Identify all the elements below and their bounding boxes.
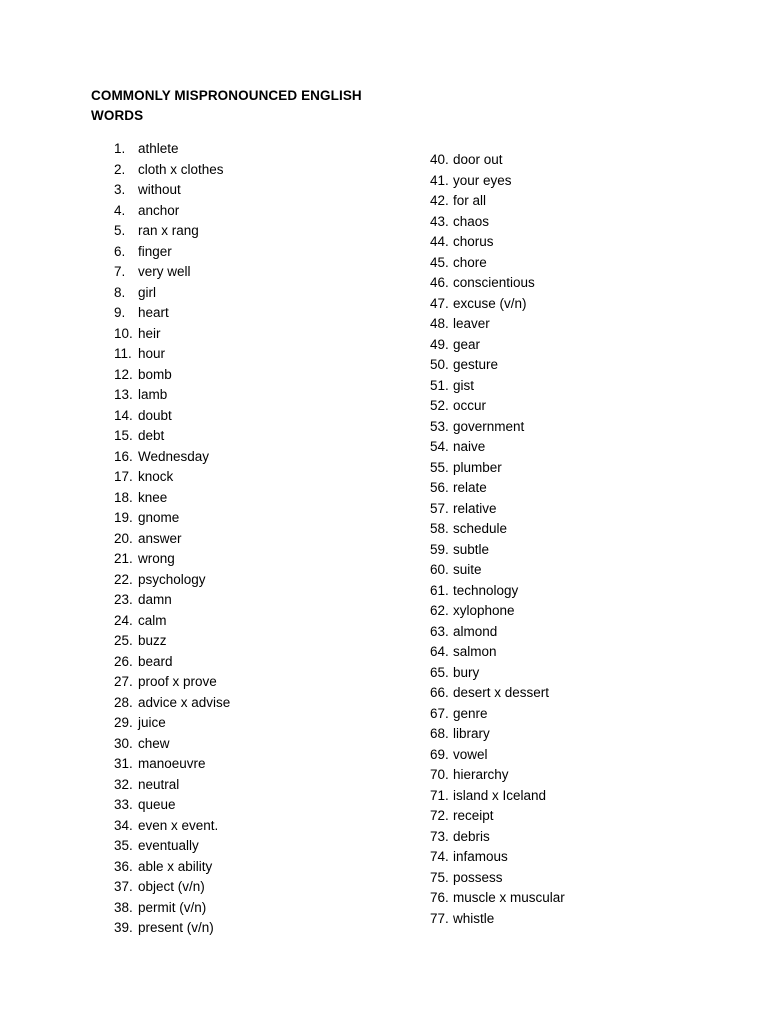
item-number: 45. xyxy=(430,254,449,270)
item-word: damn xyxy=(138,592,172,607)
list-item xyxy=(114,303,230,324)
item-number: 10. xyxy=(114,325,133,341)
list-item xyxy=(430,560,565,581)
item-number: 57. xyxy=(430,500,449,516)
item-word: government xyxy=(453,418,525,434)
item-number: 55. xyxy=(430,459,449,475)
list-item xyxy=(430,437,565,458)
list-item xyxy=(430,642,565,663)
item-number: 17. xyxy=(114,469,133,484)
item-word: cloth x clothes xyxy=(138,161,224,177)
list-item xyxy=(114,201,230,222)
item-word: your eyes xyxy=(453,172,512,188)
list-item xyxy=(430,745,565,766)
item-word: door out xyxy=(453,152,503,167)
item-number: 8. xyxy=(114,284,126,300)
item-number: 16. xyxy=(114,448,133,464)
list-item xyxy=(430,253,565,274)
item-word: manoeuvre xyxy=(138,756,206,771)
list-item xyxy=(114,857,230,878)
list-item xyxy=(114,262,230,283)
list-item xyxy=(430,314,565,335)
item-number: 9. xyxy=(114,305,126,320)
item-number: 13. xyxy=(114,387,133,402)
item-word: desert x dessert xyxy=(453,685,550,700)
item-word: subtle xyxy=(453,541,490,557)
list-item xyxy=(430,581,565,602)
list-item xyxy=(430,909,565,930)
item-number: 46. xyxy=(430,275,449,290)
item-number: 70. xyxy=(430,767,449,782)
item-number: 52. xyxy=(430,398,449,413)
item-number: 6. xyxy=(114,243,126,259)
item-word: schedule xyxy=(453,521,508,536)
list-item xyxy=(430,355,565,376)
item-word: whistle xyxy=(453,910,495,926)
item-word: knock xyxy=(138,469,174,484)
item-number: 22. xyxy=(114,571,133,587)
list-item xyxy=(430,396,565,417)
item-number: 25. xyxy=(114,633,133,648)
item-word: queue xyxy=(138,797,176,812)
item-word: debt xyxy=(138,428,165,443)
item-number: 2. xyxy=(114,161,126,177)
list-item xyxy=(430,499,565,520)
item-number: 74. xyxy=(430,849,449,864)
list-item xyxy=(114,508,230,529)
item-number: 40. xyxy=(430,152,449,167)
item-number: 71. xyxy=(430,787,449,803)
list-item xyxy=(114,467,230,488)
item-number: 76. xyxy=(430,890,449,905)
item-number: 68. xyxy=(430,726,449,741)
item-word: lamb xyxy=(138,387,168,402)
item-number: 65. xyxy=(430,664,449,680)
item-word: leaver xyxy=(453,316,490,331)
item-word: gnome xyxy=(138,510,180,525)
item-number: 14. xyxy=(114,407,133,423)
item-word: bomb xyxy=(138,366,172,382)
list-item xyxy=(430,663,565,684)
list-item xyxy=(430,273,565,294)
item-number: 53. xyxy=(430,418,449,434)
list-item xyxy=(114,365,230,386)
item-number: 18. xyxy=(114,489,133,505)
list-item xyxy=(114,713,230,734)
list-item xyxy=(114,590,230,611)
list-item xyxy=(114,385,230,406)
item-word: technology xyxy=(453,582,519,598)
item-number: 12. xyxy=(114,366,133,382)
list-item xyxy=(430,232,565,253)
list-item xyxy=(114,221,230,242)
list-item xyxy=(430,622,565,643)
item-number: 30. xyxy=(114,735,133,751)
list-item xyxy=(430,294,565,315)
title-line-2: WORDS xyxy=(91,108,144,123)
item-word: hierarchy xyxy=(453,767,509,782)
item-word: genre xyxy=(453,705,488,721)
list-item xyxy=(114,795,230,816)
item-word: hour xyxy=(138,346,166,361)
item-word: muscle x muscular xyxy=(453,890,565,905)
item-word: excuse (v/n) xyxy=(453,295,527,311)
item-number: 73. xyxy=(430,828,449,844)
item-word: girl xyxy=(138,284,157,300)
item-number: 48. xyxy=(430,316,449,331)
item-word: ran x rang xyxy=(138,223,199,238)
item-number: 31. xyxy=(114,756,133,771)
item-word: object (v/n) xyxy=(138,879,205,894)
list-item xyxy=(114,918,230,939)
item-number: 19. xyxy=(114,510,133,525)
item-number: 33. xyxy=(114,797,133,812)
item-number: 51. xyxy=(430,377,449,393)
item-number: 11. xyxy=(114,346,132,361)
list-item xyxy=(430,458,565,479)
item-number: 38. xyxy=(114,899,133,915)
list-item xyxy=(114,549,230,570)
item-number: 29. xyxy=(114,715,133,730)
item-word: neutral xyxy=(138,776,180,792)
item-word: occur xyxy=(453,398,487,413)
item-word: gear xyxy=(453,336,481,352)
list-item xyxy=(430,150,565,171)
item-word: heart xyxy=(138,305,169,320)
item-number: 37. xyxy=(114,879,133,894)
list-item xyxy=(114,447,230,468)
list-item xyxy=(430,191,565,212)
item-word: buzz xyxy=(138,633,167,648)
item-word: chew xyxy=(138,735,170,751)
item-number: 47. xyxy=(430,295,449,311)
item-word: calm xyxy=(138,612,167,628)
list-item xyxy=(430,724,565,745)
document-title xyxy=(91,86,391,126)
list-item xyxy=(114,631,230,652)
list-item xyxy=(114,754,230,775)
item-number: 35. xyxy=(114,838,133,853)
item-word: for all xyxy=(453,193,487,208)
item-word: Wednesday xyxy=(138,448,210,464)
item-number: 59. xyxy=(430,541,449,557)
item-number: 39. xyxy=(114,920,133,935)
item-word: gist xyxy=(453,377,475,393)
item-word: heir xyxy=(138,325,161,341)
item-word: island x Iceland xyxy=(453,787,547,803)
item-word: juice xyxy=(138,715,166,730)
item-word: eventually xyxy=(138,838,199,853)
item-number: 23. xyxy=(114,592,133,607)
item-number: 15. xyxy=(114,428,133,443)
item-word: relative xyxy=(453,500,497,516)
list-item xyxy=(430,827,565,848)
item-number: 41. xyxy=(430,172,449,188)
list-item xyxy=(114,160,230,181)
item-number: 32. xyxy=(114,776,133,792)
item-number: 61. xyxy=(430,582,449,598)
list-item xyxy=(430,683,565,704)
list-item xyxy=(430,704,565,725)
item-word: naive xyxy=(453,439,486,454)
item-word: vowel xyxy=(453,746,488,762)
list-item xyxy=(114,180,230,201)
list-item xyxy=(430,212,565,233)
list-item xyxy=(114,139,230,160)
list-item xyxy=(114,775,230,796)
item-number: 20. xyxy=(114,530,133,546)
list-item xyxy=(430,601,565,622)
item-number: 4. xyxy=(114,202,126,218)
item-word: very well xyxy=(138,264,191,279)
item-number: 60. xyxy=(430,562,449,577)
item-word: answer xyxy=(138,530,182,546)
item-number: 54. xyxy=(430,439,449,454)
list-item xyxy=(114,672,230,693)
item-word: wrong xyxy=(138,551,175,566)
list-item xyxy=(114,406,230,427)
item-number: 3. xyxy=(114,182,126,197)
item-word: athlete xyxy=(138,141,179,156)
item-word: bury xyxy=(453,664,480,680)
item-number: 34. xyxy=(114,817,133,833)
item-number: 56. xyxy=(430,480,449,495)
list-item xyxy=(430,540,565,561)
list-item xyxy=(430,847,565,868)
item-number: 27. xyxy=(114,674,133,689)
item-number: 49. xyxy=(430,336,449,352)
list-item xyxy=(114,324,230,345)
list-item xyxy=(114,611,230,632)
item-word: relate xyxy=(453,480,487,495)
item-word: plumber xyxy=(453,459,502,475)
list-item xyxy=(430,868,565,889)
item-word: conscientious xyxy=(453,275,535,290)
list-item xyxy=(114,652,230,673)
list-item xyxy=(430,888,565,909)
item-word: library xyxy=(453,726,490,741)
item-number: 50. xyxy=(430,357,449,372)
list-item xyxy=(114,283,230,304)
item-word: infamous xyxy=(453,849,508,864)
list-item xyxy=(114,344,230,365)
item-word: suite xyxy=(453,562,482,577)
list-item xyxy=(114,488,230,509)
list-item xyxy=(114,570,230,591)
list-item xyxy=(430,376,565,397)
item-word: permit (v/n) xyxy=(138,899,207,915)
item-number: 69. xyxy=(430,746,449,762)
item-word: anchor xyxy=(138,202,180,218)
item-number: 58. xyxy=(430,521,449,536)
list-item xyxy=(114,898,230,919)
item-number: 7. xyxy=(114,264,126,279)
item-number: 66. xyxy=(430,685,449,700)
item-word: xylophone xyxy=(453,603,515,618)
item-number: 72. xyxy=(430,808,449,823)
item-word: chorus xyxy=(453,234,494,249)
item-number: 62. xyxy=(430,603,449,618)
list-item xyxy=(430,519,565,540)
item-word: present (v/n) xyxy=(138,920,214,935)
list-item xyxy=(114,816,230,837)
item-number: 24. xyxy=(114,612,133,628)
item-word: debris xyxy=(453,828,490,844)
item-word: salmon xyxy=(453,644,497,659)
list-item xyxy=(430,786,565,807)
item-word: almond xyxy=(453,623,498,639)
item-number: 5. xyxy=(114,223,126,238)
item-word: chore xyxy=(453,254,487,270)
list-item xyxy=(114,693,230,714)
list-item xyxy=(114,426,230,447)
item-number: 75. xyxy=(430,869,449,885)
item-number: 77. xyxy=(430,910,449,926)
list-item xyxy=(430,806,565,827)
list-item xyxy=(430,478,565,499)
item-number: 64. xyxy=(430,644,449,659)
list-item xyxy=(114,242,230,263)
list-item xyxy=(430,417,565,438)
item-number: 21. xyxy=(114,551,133,566)
item-number: 44. xyxy=(430,234,449,249)
item-word: gesture xyxy=(453,357,499,372)
list-item xyxy=(114,529,230,550)
item-number: 1. xyxy=(114,141,126,156)
item-word: without xyxy=(138,182,181,197)
item-word: possess xyxy=(453,869,503,885)
item-word: knee xyxy=(138,489,168,505)
item-number: 67. xyxy=(430,705,449,721)
word-list-left xyxy=(114,139,230,939)
item-word: finger xyxy=(138,243,172,259)
item-number: 63. xyxy=(430,623,449,639)
item-number: 43. xyxy=(430,213,449,229)
item-word: psychology xyxy=(138,571,206,587)
item-word: receipt xyxy=(453,808,494,823)
item-word: even x event. xyxy=(138,817,219,833)
item-word: proof x prove xyxy=(138,674,217,689)
item-word: doubt xyxy=(138,407,172,423)
item-word: able x ability xyxy=(138,858,213,874)
item-number: 26. xyxy=(114,653,133,669)
list-item xyxy=(114,836,230,857)
list-item xyxy=(430,335,565,356)
item-number: 28. xyxy=(114,694,133,710)
item-word: advice x advise xyxy=(138,694,231,710)
word-list-right xyxy=(430,150,565,929)
list-item xyxy=(114,877,230,898)
list-item xyxy=(430,171,565,192)
item-word: beard xyxy=(138,653,173,669)
item-number: 36. xyxy=(114,858,133,874)
title-line-1: COMMONLY MISPRONOUNCED ENGLISH xyxy=(91,88,362,103)
item-word: chaos xyxy=(453,213,490,229)
list-item xyxy=(114,734,230,755)
item-number: 42. xyxy=(430,193,449,208)
list-item xyxy=(430,765,565,786)
